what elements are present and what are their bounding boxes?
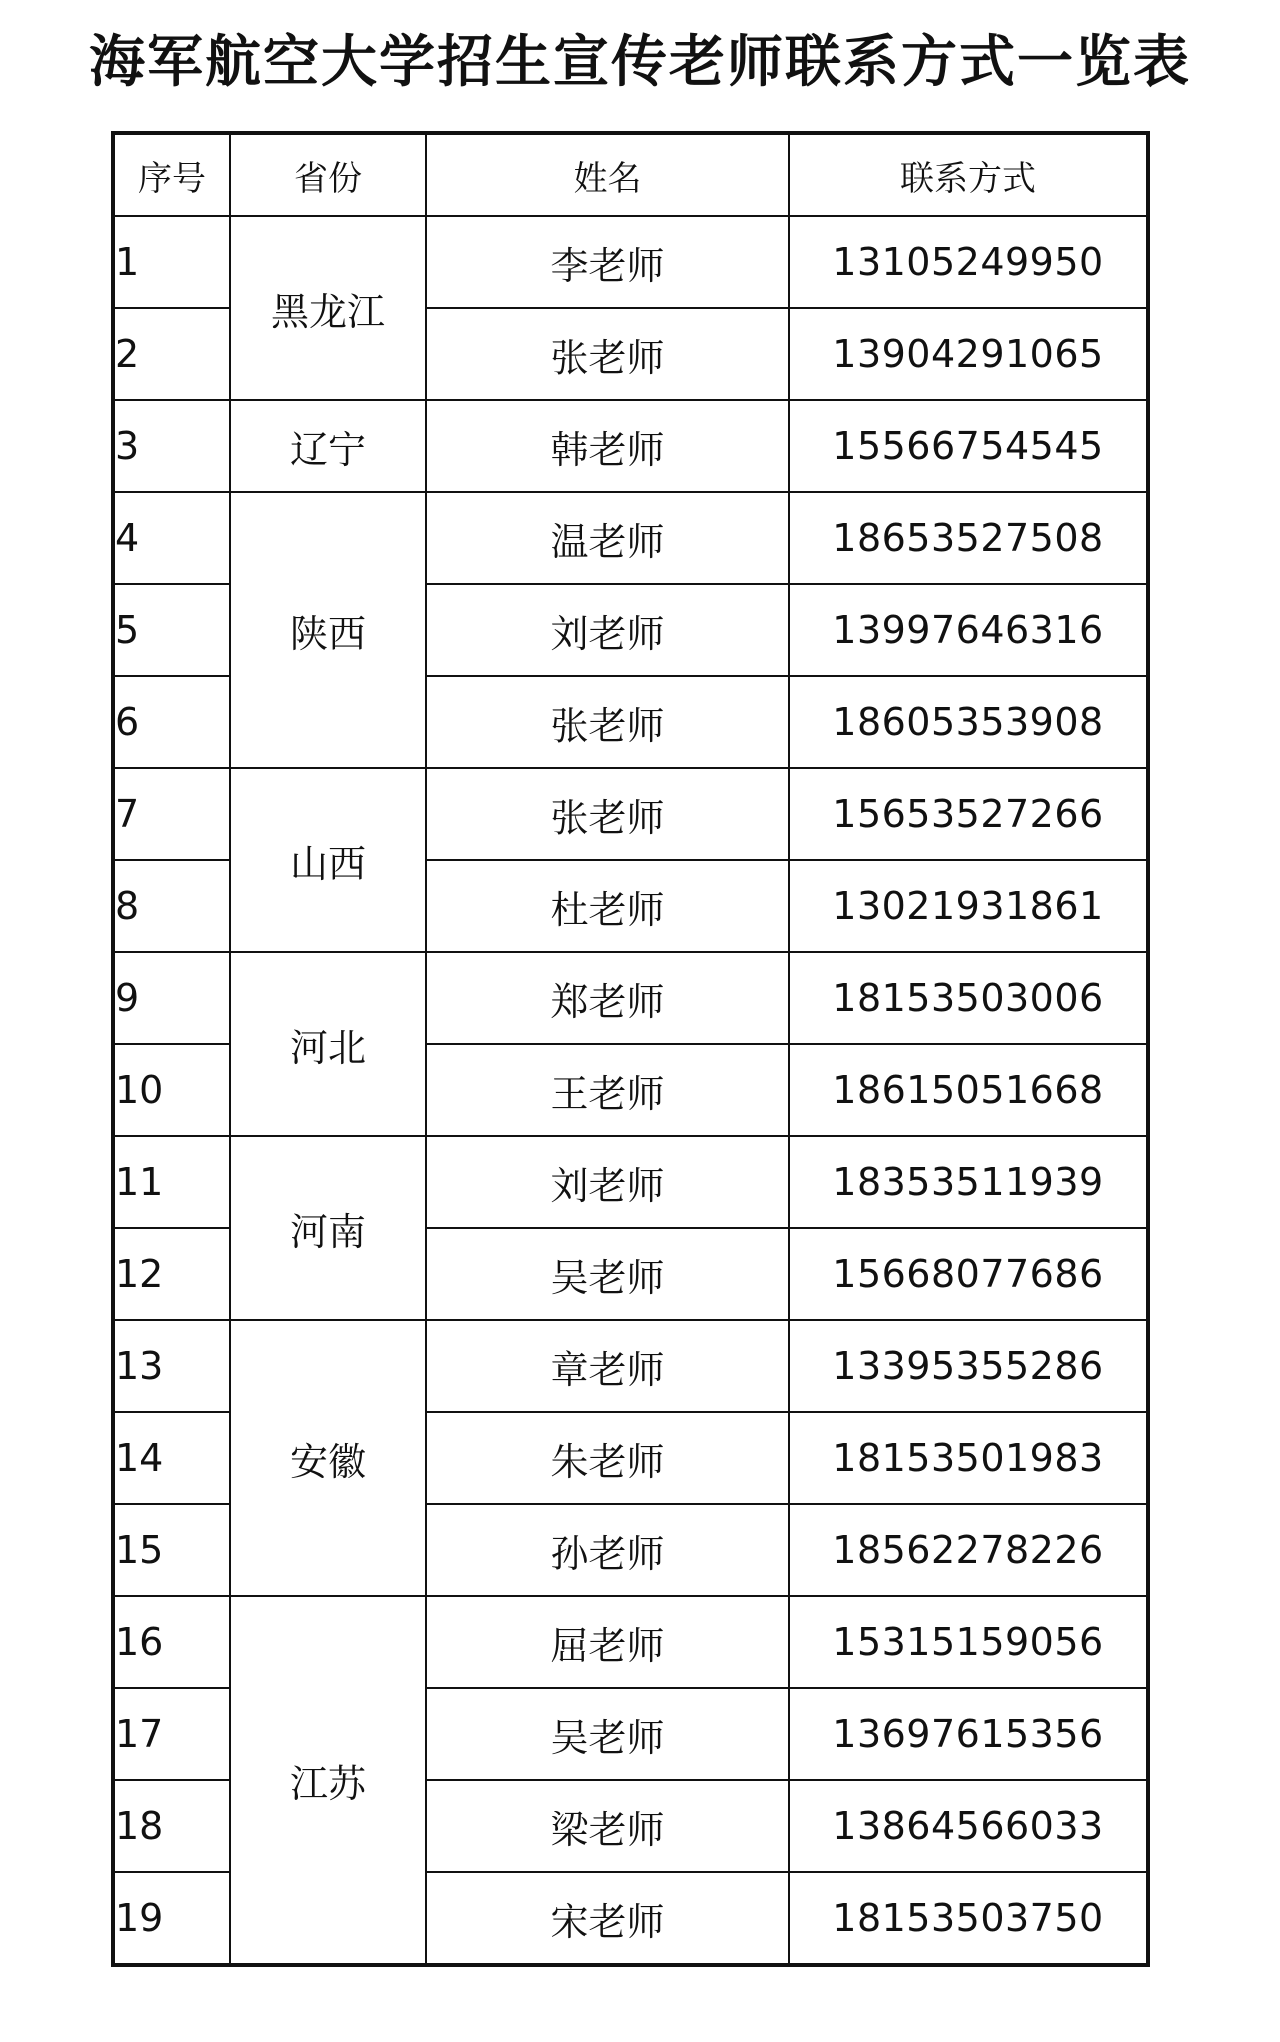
table-row [113,768,1148,860]
row-teacher-name: 屈老师 [426,1596,789,1688]
row-seq: 5 [113,584,230,676]
row-teacher-name: 刘老师 [426,584,789,676]
row-seq: 8 [113,860,230,952]
row-teacher-name: 王老师 [426,1044,789,1136]
row-seq: 13 [113,1320,230,1412]
row-phone: 13105249950 [789,216,1148,308]
row-province: 辽宁 [230,400,426,492]
row-teacher-name: 刘老师 [426,1136,789,1228]
row-province: 黑龙江 [230,216,426,400]
row-seq: 9 [113,952,230,1044]
row-teacher-name: 李老师 [426,216,789,308]
row-phone: 18653527508 [789,492,1148,584]
contact-table [111,131,1150,1967]
row-seq: 10 [113,1044,230,1136]
table-row [113,1136,1148,1228]
row-phone: 13021931861 [789,860,1148,952]
row-seq: 7 [113,768,230,860]
row-seq: 1 [113,216,230,308]
row-seq: 19 [113,1872,230,1965]
table-row [113,1320,1148,1412]
column-header-province: 省份 [230,133,426,216]
row-province: 河南 [230,1136,426,1320]
row-teacher-name: 张老师 [426,768,789,860]
row-teacher-name: 宋老师 [426,1872,789,1965]
table-header-row [113,133,1148,216]
row-phone: 18153501983 [789,1412,1148,1504]
table-row [113,492,1148,584]
row-phone: 18353511939 [789,1136,1148,1228]
row-province: 陕西 [230,492,426,768]
row-phone: 13904291065 [789,308,1148,400]
row-phone: 15668077686 [789,1228,1148,1320]
row-province: 河北 [230,952,426,1136]
row-seq: 4 [113,492,230,584]
table-row [113,1596,1148,1688]
table-row [113,400,1148,492]
row-phone: 18153503006 [789,952,1148,1044]
column-header-phone: 联系方式 [789,133,1148,216]
column-header-seq: 序号 [113,133,230,216]
row-seq: 18 [113,1780,230,1872]
row-phone: 15315159056 [789,1596,1148,1688]
row-phone: 18562278226 [789,1504,1148,1596]
row-teacher-name: 温老师 [426,492,789,584]
row-teacher-name: 章老师 [426,1320,789,1412]
row-phone: 13395355286 [789,1320,1148,1412]
row-teacher-name: 韩老师 [426,400,789,492]
row-teacher-name: 张老师 [426,308,789,400]
table-row [113,952,1148,1044]
row-phone: 18615051668 [789,1044,1148,1136]
row-seq: 6 [113,676,230,768]
row-phone: 13997646316 [789,584,1148,676]
page-title: 海军航空大学招生宣传老师联系方式一览表 [89,29,1191,95]
row-seq: 12 [113,1228,230,1320]
row-seq: 16 [113,1596,230,1688]
row-province: 山西 [230,768,426,952]
row-phone: 18153503750 [789,1872,1148,1965]
row-seq: 2 [113,308,230,400]
row-teacher-name: 朱老师 [426,1412,789,1504]
row-teacher-name: 孙老师 [426,1504,789,1596]
row-phone: 15653527266 [789,768,1148,860]
table-body [113,216,1148,1965]
row-teacher-name: 梁老师 [426,1780,789,1872]
row-seq: 15 [113,1504,230,1596]
row-phone: 13697615356 [789,1688,1148,1780]
row-seq: 14 [113,1412,230,1504]
row-province: 江苏 [230,1596,426,1965]
row-teacher-name: 郑老师 [426,952,789,1044]
column-header-name: 姓名 [426,133,789,216]
row-seq: 3 [113,400,230,492]
row-phone: 15566754545 [789,400,1148,492]
row-teacher-name: 张老师 [426,676,789,768]
row-teacher-name: 吴老师 [426,1228,789,1320]
row-seq: 11 [113,1136,230,1228]
row-phone: 13864566033 [789,1780,1148,1872]
row-teacher-name: 杜老师 [426,860,789,952]
row-phone: 18605353908 [789,676,1148,768]
row-province: 安徽 [230,1320,426,1596]
row-seq: 17 [113,1688,230,1780]
table-row [113,216,1148,308]
row-teacher-name: 吴老师 [426,1688,789,1780]
